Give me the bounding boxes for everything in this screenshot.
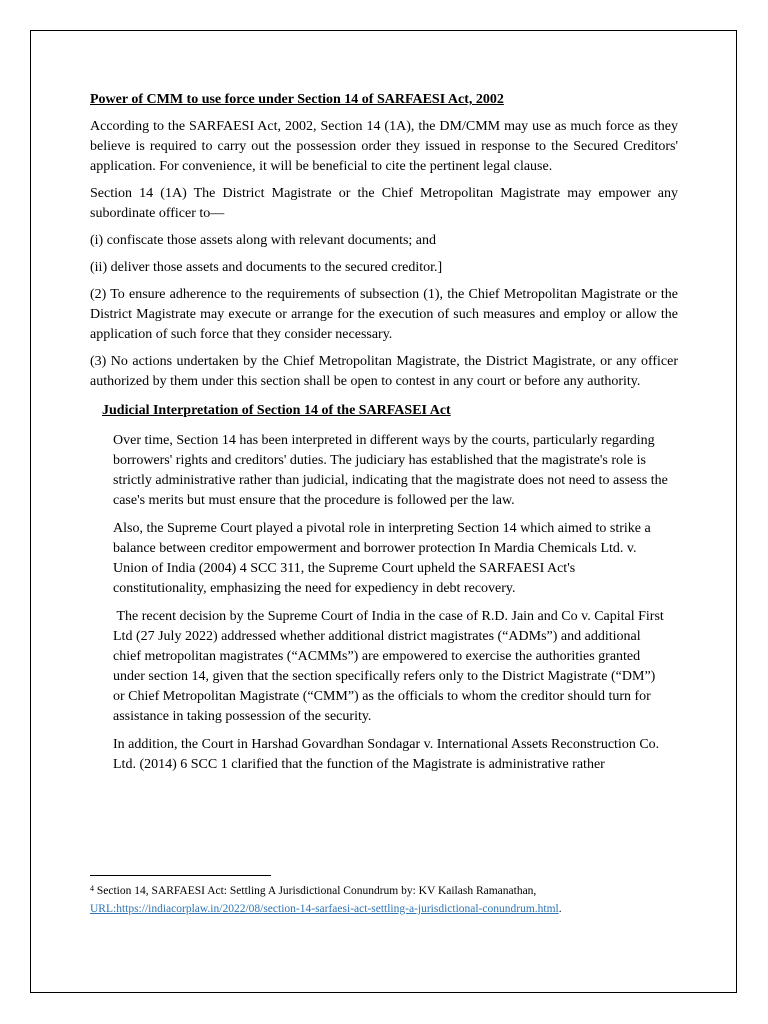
sub-heading: Judicial Interpretation of Section 14 of the SARFASEI Act [102,403,451,418]
footnote-divider [90,875,271,876]
paragraph: (i) confiscate those assets along with relevant documents; and [90,233,437,248]
paragraph: (2) To ensure adherence to the requirements of subsection (1), the Chief Metropolitan Magistrate or the District Magistrate may execute or arrange for the execution of such measures and employ or allow the application of such force that they consider necessary. [90,287,678,342]
paragraph: (ii) deliver those assets and documents to the secured creditor.] [90,260,443,275]
interpretation-block [90,431,678,775]
paragraph: Over time, Section 14 has been interpreted in different ways by the courts, particularly regarding borrowers' rights and creditors' duties. The judiciary has established that the magistrate's role is strictly administrative rather than judicial, indicating that the magistrate does not need to assess the case's merits but must ensure that the procedure is followed per the law. [113,433,668,508]
paragraph: Section 14 (1A) The District Magistrate or the Chief Metropolitan Magistrate may empower any subordinate officer to— [90,186,678,221]
footnote-marker: 4 [90,884,94,893]
footnote [90,880,690,918]
footnote-link[interactable]: URL:https://indiacorplaw.in/2022/08/section-14-sarfaesi-act-settling-a-jurisdictional-conundrum.html [90,903,559,915]
section-heading: Power of CMM to use force under Section 14 of SARFAESI Act, 2002 [90,92,504,107]
footnote-text: Section 14, SARFAESI Act: Settling A Jurisdictional Conundrum by: KV Kailash Ramanathan, [94,885,537,897]
document-body [90,90,678,783]
paragraph: Also, the Supreme Court played a pivotal role in interpreting Section 14 which aimed to strike a balance between creditor empowerment and borrower protection In Mardia Chemicals Ltd. v. Union of India (2004) 4 SCC 311, the Supreme Court upheld the SARFAESI Act's constitutionality, emphasizing the need for expediency in debt recovery. [113,521,651,596]
footnote-trailing: . [558,903,562,915]
paragraph: (3) No actions undertaken by the Chief Metropolitan Magistrate, the District Magistrate, or any officer authorized by them under this section shall be open to contest in any court or before any authority. [90,354,678,389]
paragraph: The recent decision by the Supreme Court of India in the case of R.D. Jain and Co v. Capital First Ltd (27 July 2022) addressed whether additional district magistrates (“ADMs”) and additional chief metropolitan magistrates (“ACMMs”) are empowered to exercise the authorities granted under section 14, given that the section specifically refers only to the District Magistrate (“DM”) or Chief Metropolitan Magistrate (“CMM”) as the officials to whom the creditor should turn for assistance in taking possession of the security. [113,609,668,724]
paragraph: According to the SARFAESI Act, 2002, Section 14 (1A), the DM/CMM may use as much force as they believe is required to carry out the possession order they issued in response to the Secured Creditors' application. For convenience, it will be beneficial to cite the pertinent legal clause. [90,119,678,174]
paragraph: In addition, the Court in Harshad Govardhan Sondagar v. International Assets Reconstruction Co. Ltd. (2014) 6 SCC 1 clarified that the function of the Magistrate is administrative rather [113,737,660,772]
